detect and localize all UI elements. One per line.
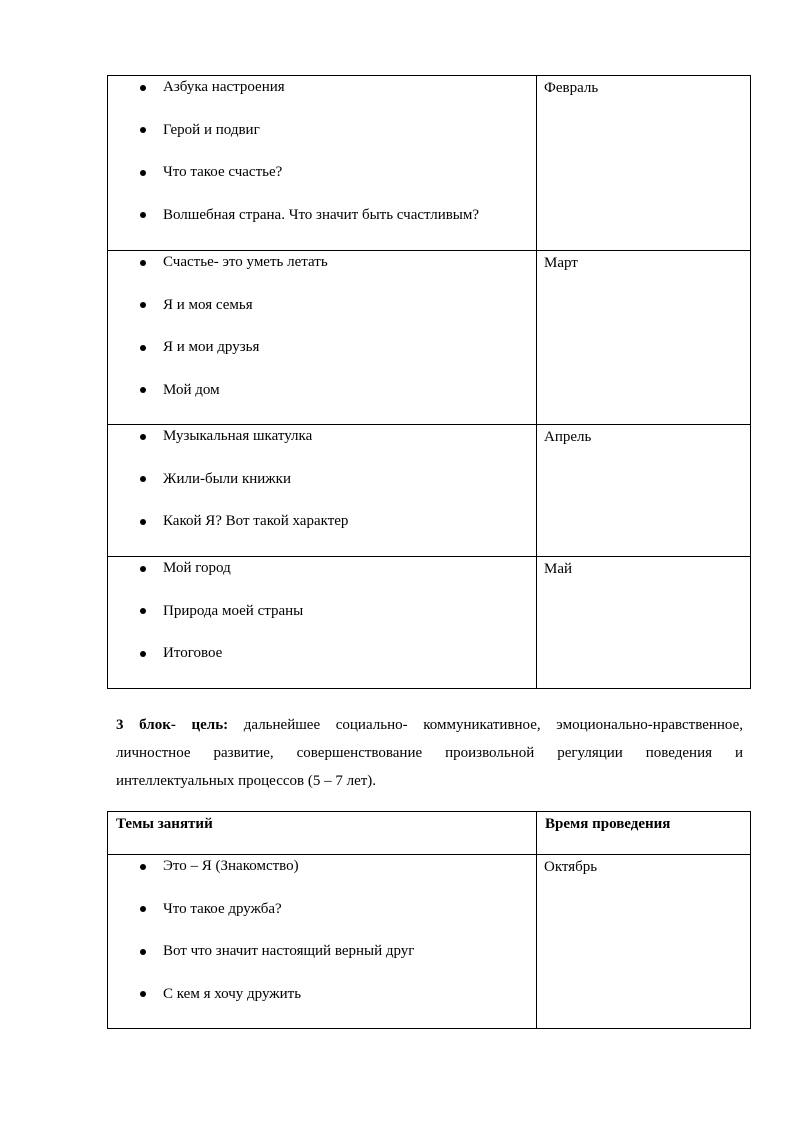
header-time-cell: Время проведения [537,812,751,855]
topics-cell [108,76,537,251]
topics-cell [108,557,537,689]
bullet-icon [140,608,146,614]
header-topics-cell: Темы занятий [108,812,537,855]
topic-list [108,855,536,1025]
table-row [108,76,751,251]
list-item: Итоговое [108,642,536,685]
schedule-table-block2 [107,75,751,689]
list-item: Какой Я? Вот такой характер [108,510,536,553]
bullet-icon [140,906,146,912]
list-item: Что такое дружба? [108,898,536,941]
block3-goal-paragraph [116,711,743,795]
list-item: С кем я хочу дружить [108,983,536,1026]
list-item: Я и моя семья [108,294,536,337]
list-item: Счастье- это уметь летать [108,251,536,294]
schedule-table-block3 [107,811,751,1029]
list-item: Герой и подвиг [108,119,536,162]
bullet-icon [140,651,146,657]
bullet-icon [140,864,146,870]
topics-cell [108,251,537,425]
month-cell: Февраль [537,76,751,251]
list-item: Природа моей страны [108,600,536,643]
bullet-icon [140,170,146,176]
list-item: Это – Я (Знакомство) [108,855,536,898]
table-row [108,855,751,1029]
bullet-icon [140,127,146,133]
month-cell: Апрель [537,425,751,557]
list-item: Азбука настроения [108,76,536,119]
bullet-icon [140,434,146,440]
block3-goal-label: 3 блок- цель: [116,717,229,733]
bullet-icon [140,212,146,218]
topic-list [108,425,536,553]
month-cell: Март [537,251,751,425]
topic-list [108,557,536,685]
bullet-icon [140,345,146,351]
list-item: Вот что значит настоящий верный друг [108,940,536,983]
list-item: Что такое счастье? [108,161,536,204]
table-row [108,557,751,689]
bullet-icon [140,260,146,266]
list-item: Мой город [108,557,536,600]
table-header-row [108,812,751,855]
bullet-icon [140,949,146,955]
bullet-icon [140,566,146,572]
bullet-icon [140,387,146,393]
month-cell: Октябрь [537,855,751,1029]
topics-cell [108,855,537,1029]
block3-goal-text: дальнейшее социально- коммуникативное, эмоционально-нравственное, личностное развитие, совершенствование произвольной регуляции поведения и интеллектуальных процессов (5 – 7 лет). [116,717,743,789]
bullet-icon [140,85,146,91]
topics-cell [108,425,537,557]
list-item: Музыкальная шкатулка [108,425,536,468]
list-item: Волшебная страна. Что значит быть счастливым? [108,204,536,247]
bullet-icon [140,302,146,308]
bullet-icon [140,991,146,997]
bullet-icon [140,476,146,482]
list-item: Жили-были книжки [108,468,536,511]
topic-list [108,76,536,246]
table-row [108,251,751,425]
topic-list [108,251,536,421]
bullet-icon [140,519,146,525]
list-item: Я и мои друзья [108,336,536,379]
month-cell: Май [537,557,751,689]
list-item: Мой дом [108,379,536,422]
table-row [108,425,751,557]
